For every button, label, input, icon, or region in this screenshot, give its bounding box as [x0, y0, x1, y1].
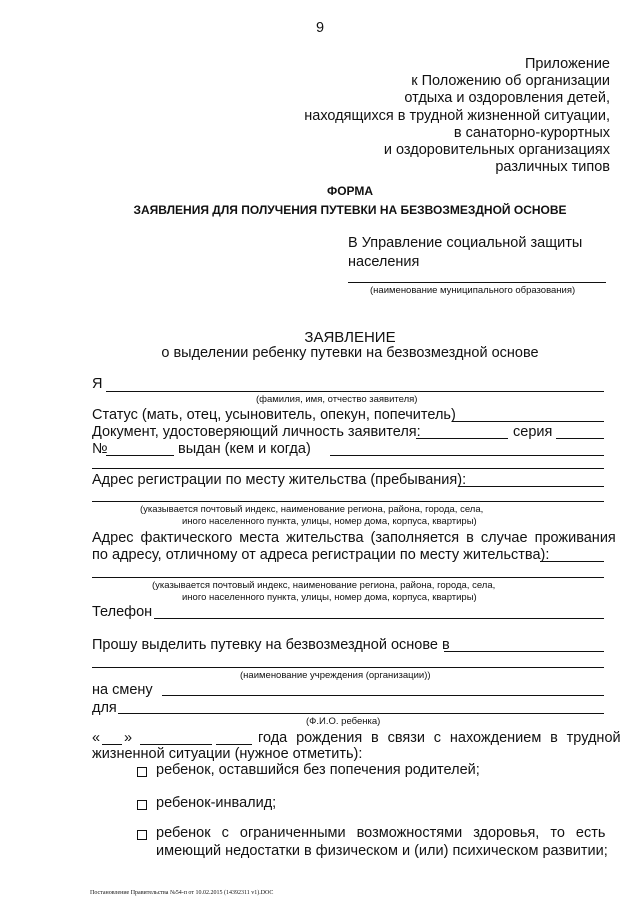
option-limited-health-label: ребенок с ограниченными возможностями здоровья, то есть	[156, 825, 606, 841]
option-orphan[interactable]	[137, 763, 147, 781]
series-field[interactable]	[556, 438, 604, 439]
addressee-field[interactable]	[348, 282, 606, 283]
issued-field[interactable]	[330, 455, 604, 456]
checkbox-disabled[interactable]	[137, 800, 147, 810]
institution-hint: (наименование учреждения (организации))	[240, 670, 431, 681]
actual-address-field[interactable]	[540, 561, 604, 562]
reg-address-field[interactable]	[458, 486, 604, 487]
appendix-line: к Положению об организации	[411, 73, 610, 90]
birth-text: года рождения в связи с нахождением в трудной	[258, 730, 621, 746]
document-type-field[interactable]	[416, 438, 508, 439]
birth-close-quote: »	[124, 730, 133, 746]
shift-label: на смену	[92, 682, 153, 698]
form-title: ФОРМА	[326, 184, 374, 198]
reg-address-label: Адрес регистрации по месту жительства (пребывания):	[92, 472, 467, 488]
institution-field[interactable]	[444, 651, 604, 652]
checkbox-limited-health[interactable]	[137, 830, 147, 840]
issued-label: выдан (кем и когда)	[178, 441, 311, 457]
issued-field-continued[interactable]	[92, 468, 604, 469]
actual-address-field-continued[interactable]	[92, 577, 604, 578]
phone-label: Телефон	[92, 604, 153, 620]
series-label: серия	[513, 424, 553, 440]
birth-year-field[interactable]	[216, 744, 252, 745]
number-field[interactable]	[106, 455, 174, 456]
request-label: Прошу выделить путевку на безвозмездной основе в	[92, 637, 450, 653]
option-limited-health-label-2: имеющий недостатки в физическом и (или) психическом развитии;	[156, 843, 608, 859]
ya-label: Я	[92, 376, 103, 392]
footer-note: Постановление Правительства №54-п от 10.02.2015 (14392311 v1).DOC	[90, 890, 274, 896]
birth-month-field[interactable]	[140, 744, 212, 745]
addressee-line-1: В Управление социальной защиты	[348, 235, 583, 251]
appendix-line: в санаторно-курортных	[453, 124, 610, 141]
institution-field-continued[interactable]	[92, 667, 604, 668]
option-orphan-label: ребенок, оставшийся без попечения родителей;	[156, 762, 480, 778]
for-label: для	[92, 700, 117, 716]
appendix-line: отдыха и оздоровления детей,	[404, 90, 610, 107]
shift-field[interactable]	[162, 695, 604, 696]
status-label: Статус (мать, отец, усыновитель, опекун, попечитель)	[92, 407, 456, 423]
actual-address-line-1: Адрес фактического места жительства (заполняется в случае проживания	[92, 530, 616, 546]
appendix-block	[190, 56, 610, 176]
applicant-name-field[interactable]	[106, 391, 604, 392]
appendix-line: различных типов	[495, 159, 610, 176]
option-disabled-label: ребенок-инвалид;	[156, 795, 277, 811]
statement-subheading: о выделении ребенку путевки на безвозмездной основе	[161, 345, 539, 361]
actual-address-hint-2: иного населенного пункта, улицы, номер дома, корпуса, квартиры)	[182, 592, 477, 603]
document-label: Документ, удостоверяющий личность заявителя:	[92, 424, 421, 440]
addressee-line-2: населения	[348, 254, 420, 270]
child-name-field[interactable]	[118, 713, 604, 714]
birth-day-field[interactable]	[102, 744, 122, 745]
form-subtitle: ЗАЯВЛЕНИЯ ДЛЯ ПОЛУЧЕНИЯ ПУТЕВКИ НА БЕЗВОЗМЕЗДНОЙ ОСНОВЕ	[133, 203, 567, 217]
reg-address-hint-1: (указывается почтовый индекс, наименование региона, района, города, села,	[140, 504, 484, 515]
phone-field[interactable]	[154, 618, 604, 619]
checkbox-orphan[interactable]	[137, 767, 147, 777]
addressee-hint: (наименование муниципального образования)	[370, 285, 576, 296]
number-label: №	[92, 441, 108, 457]
appendix-line: Приложение	[524, 56, 610, 72]
birth-open-quote: «	[92, 730, 101, 746]
option-disabled[interactable]	[137, 796, 147, 814]
appendix-line: и оздоровительных организациях	[383, 142, 610, 159]
actual-address-line-2: по адресу, отличному от адреса регистрации по месту жительства):	[92, 547, 550, 563]
birth-text-line-2: жизненной ситуации (нужное отметить):	[92, 746, 363, 762]
statement-heading: ЗАЯВЛЕНИЕ	[304, 329, 396, 346]
child-hint: (Ф.И.О. ребенка)	[306, 716, 381, 727]
status-field[interactable]	[452, 421, 604, 422]
actual-address-hint-1: (указывается почтовый индекс, наименование региона, района, города, села,	[152, 580, 496, 591]
appendix-line: находящихся в трудной жизненной ситуации,	[304, 107, 610, 124]
option-limited-health[interactable]	[137, 826, 147, 844]
reg-address-field-continued[interactable]	[92, 501, 604, 502]
fio-hint: (фамилия, имя, отчество заявителя)	[256, 394, 418, 405]
reg-address-hint-2: иного населенного пункта, улицы, номер дома, корпуса, квартиры)	[182, 516, 477, 527]
page-number: 9	[315, 20, 325, 36]
